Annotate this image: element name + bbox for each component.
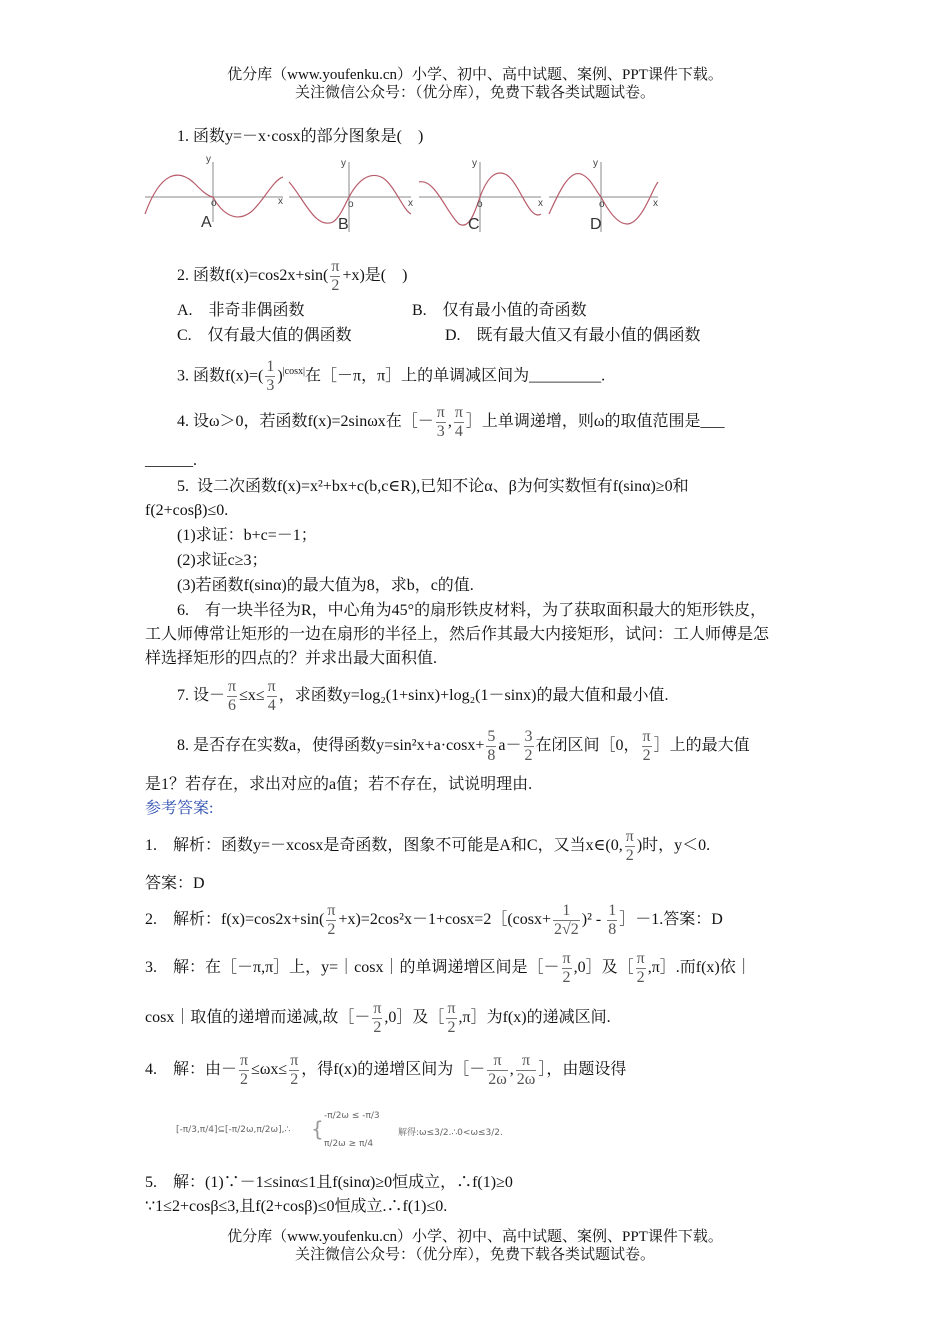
question-2: 2. 函数f(x)=cos2x+sin( $\frac{\pi}{2}$ +x)是( ) <box>177 257 408 294</box>
question-7: 7. 设－ $\frac{\pi}{6}$ ≤x≤ $\frac{\pi}{4}$ ，求函数y=log₂(1+sinx)+log₂(1－sinx)的最大值和最小值. <box>177 677 669 714</box>
graph-b-y-label: y <box>341 158 346 169</box>
q2-option-b: B. 仅有最小值的奇函数 <box>412 302 587 319</box>
graph-d-origin: o <box>599 199 605 210</box>
graph-b-label: B <box>338 216 349 233</box>
question-1-text: 1. <box>177 128 189 145</box>
answer-5: 5. 解：(1)∵－1≤sinα≤1且f(sinα)≥0恒成立，∴f(1)≥0 <box>145 1174 513 1191</box>
header-line-2: 关注微信公众号：（优分库），免费下载各类试题试卷。 <box>294 85 655 101</box>
question-5-sub-2: (2)求证c≥3； <box>177 552 268 569</box>
question-3: 3. 函数f(x)=( $\frac{1}{3}$ )$^{|cosx|}$在［－π，π］上的单调减区间为_________. <box>177 358 606 395</box>
answer-5-line-2: ∵1≤2+cosβ≤3,且f(2+cosβ)≤0恒成立.∴f(1)≤0. <box>145 1198 448 1215</box>
fraction-pi-over-2: $\frac{\pi}{2}$ <box>331 257 340 294</box>
q2-option-c: C. 仅有最大值的偶函数 <box>177 327 352 344</box>
graph-d <box>549 162 658 232</box>
graph-c-label: C <box>468 216 480 233</box>
graph-c <box>419 162 541 232</box>
fraction-1-over-3: $\frac{1}{3}$ <box>266 358 275 395</box>
graph-d-label: D <box>590 216 602 233</box>
graph-a-y-label: y <box>206 154 211 165</box>
answer-4: 4. 解：由－ $\frac{\pi}{2}$ ≤ωx≤ $\frac{\pi}{2}$ ，得f(x)的递增区间为［－ $\frac{\pi}{2\omega}$ , $\frac{\pi}{2\omega}$ ］，由题设得 <box>145 1051 627 1088</box>
question-1: 1. 函数y=－x·cosx的部分图象是( ) <box>177 128 424 145</box>
q2-option-a: A. 非奇非偶函数 <box>177 302 305 319</box>
question-4: 4. 设ω＞0，若函数f(x)=2sinωx在［－ $\frac{\pi}{3}$ , $\frac{\pi}{4}$ ］上单调递增，则ω的取值范围是___ <box>177 403 725 440</box>
graph-d-y-label: y <box>593 158 598 169</box>
answer-1-result: 答案：D <box>145 875 205 892</box>
answer-4-inequality-image: [-π/3,π/4]⊆[-π/2ω,π/2ω],∴ { -π/2ω ≤ -π/3 π/2ω ≥ π/4 解得:ω≤3/2.∴0<ω≤3/2. <box>176 1103 556 1161</box>
answer-3: 3. 解：在［－π,π］上，y=｜cosx｜的单调递增区间是［－ $\frac{\pi}{2}$ ,0］及［ $\frac{\pi}{2}$ ,π］.而f(x)依｜ <box>145 949 752 986</box>
page-header <box>0 66 950 102</box>
graph-a-origin: o <box>211 198 217 209</box>
graph-c-x-label: x <box>538 198 543 209</box>
question-5: 5. 设二次函数f(x)=x²+bx+c(b,c∈R),已知不论α、β为何实数恒有f(sinα)≥0和 <box>177 478 689 495</box>
graph-d-x-label: x <box>653 198 658 209</box>
graph-a-x-label: x <box>278 196 283 207</box>
graph-b-origin: o <box>348 199 354 210</box>
question-4-blank: ______. <box>145 452 197 469</box>
footer-line-2: 关注微信公众号：（优分库），免费下载各类试题试卷。 <box>294 1247 655 1263</box>
question-5-sub-3: (3)若函数f(sinα)的最大值为8，求b，c的值. <box>177 577 474 594</box>
question-5-sub-1: (1)求证：b+c=－1； <box>177 527 317 544</box>
graph-c-y-label: y <box>472 158 477 169</box>
question-6: 6. 有一块半径为R，中心角为45°的扇形铁皮材料，为了获取面积最大的矩形铁皮， <box>177 602 767 619</box>
q2-option-d: D. 既有最大值又有最小值的偶函数 <box>445 327 701 344</box>
graph-a-label: A <box>201 214 212 231</box>
answers-title: 参考答案: <box>145 800 214 817</box>
page-footer <box>0 1228 950 1264</box>
question-6-line-2: 工人师傅常让矩形的一边在扇形的半径上，然后作其最大内接矩形，试问：工人师傅是怎 <box>145 626 770 643</box>
brace: { <box>311 1117 324 1141</box>
graph-c-origin: o <box>477 199 483 210</box>
question-6-line-3: 样选择矩形的四点的？并求出最大面积值. <box>145 650 438 667</box>
question-8-line-2: 是1？若存在，求出对应的a值；若不存在，试说明理由. <box>145 776 533 793</box>
answer-3-line-2: cosx｜取值的递增而递减,故［－ $\frac{\pi}{2}$ ,0］及［ $\frac{\pi}{2}$ ,π］为f(x)的递减区间. <box>145 999 611 1036</box>
answer-2: 2. 解析：f(x)=cos2x+sin( $\frac{\pi}{2}$ +x)=2cos²x－1+cosx=2［(cosx+ $\frac{1}{2√2}$ )² - $\frac{1}{8}$ ］－1.答案：D <box>145 901 723 938</box>
sine-graphs <box>143 152 663 242</box>
graph-b <box>289 162 411 232</box>
graph-b-x-label: x <box>408 198 413 209</box>
footer-line-1: 优分库（www.youfenku.cn）小学、初中、高中试题、案例、PPT课件下载。 <box>227 1229 723 1245</box>
question-8: 8. 是否存在实数a，使得函数y=sin²x+a·cosx+ $\frac{5}{8}$ a－ $\frac{3}{2}$ 在闭区间［0， $\frac{\pi}{2}$ ］上的最大值 <box>177 727 750 764</box>
question-5-line-2: f(2+cosβ)≤0. <box>145 502 229 519</box>
answer-1: 1. 解析：函数y=－xcosx是奇函数，图象不可能是A和C，又当x∈(0, $\frac{\pi}{2}$ )时，y＜0. <box>145 827 711 864</box>
graph-options <box>143 152 663 242</box>
header-line-1: 优分库（www.youfenku.cn）小学、初中、高中试题、案例、PPT课件下载。 <box>227 67 723 83</box>
graph-a <box>145 162 283 222</box>
